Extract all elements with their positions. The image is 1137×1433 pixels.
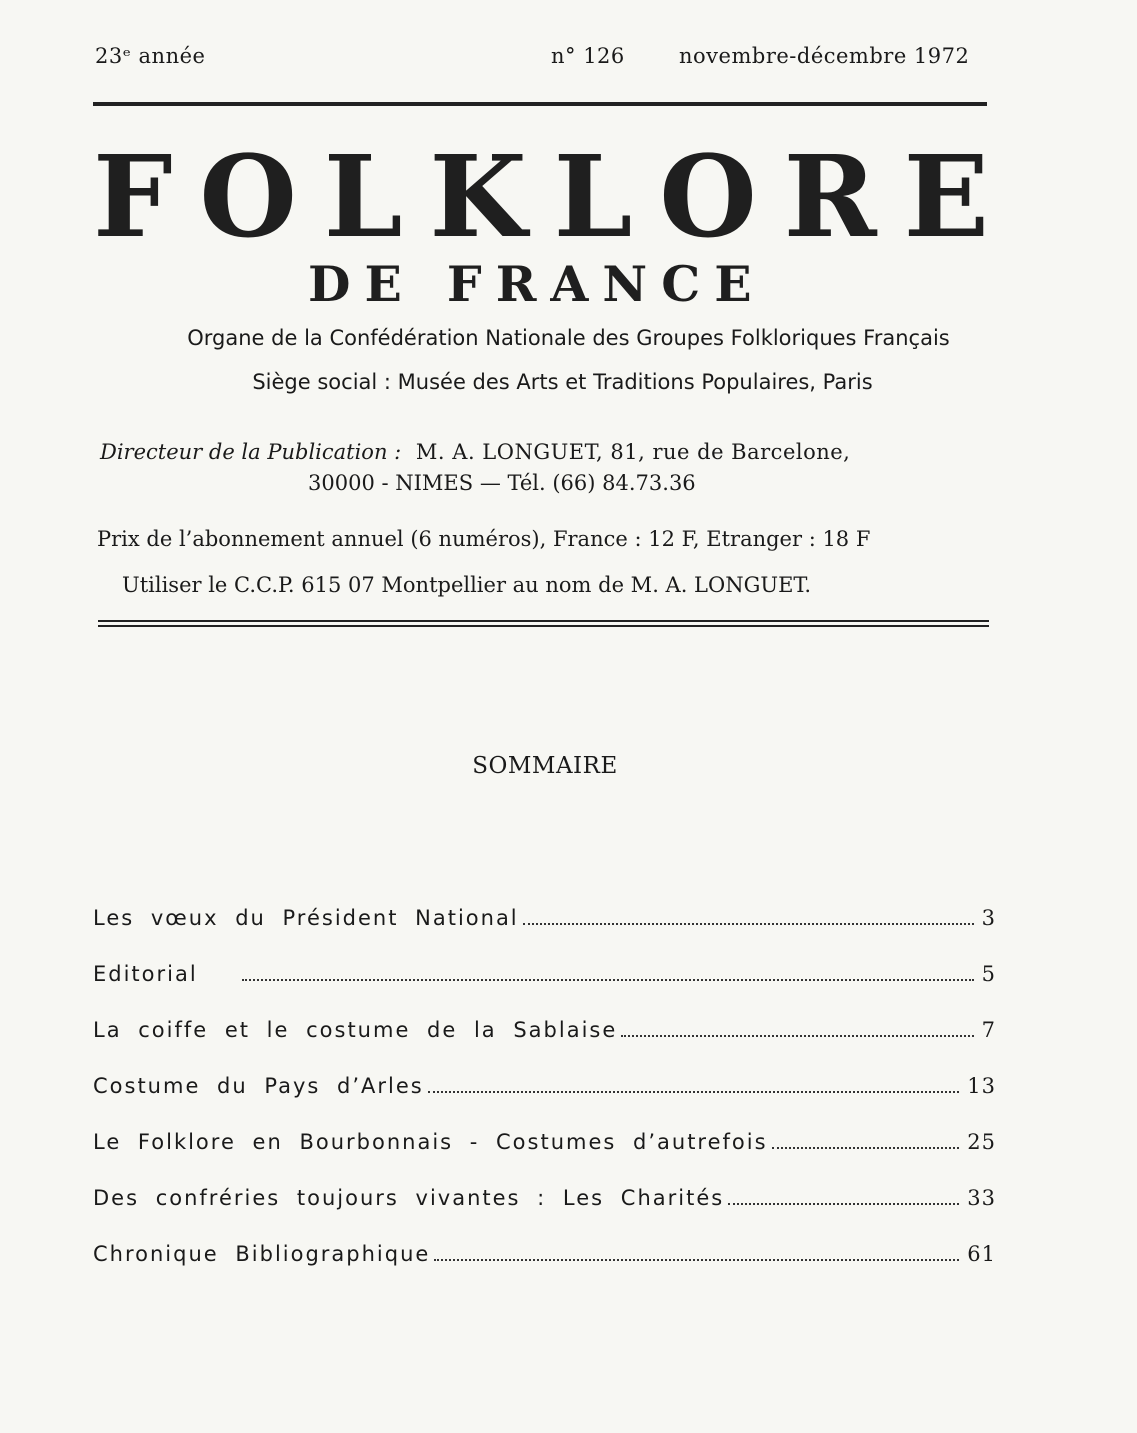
sommaire-heading: SOMMAIRE bbox=[472, 753, 618, 779]
subscription-line: Prix de l’abonnement annuel (6 numéros), France : 12 F, Etranger : 18 F bbox=[97, 527, 871, 551]
director-label: Directeur de la Publication : bbox=[100, 440, 402, 464]
masthead-subtitle: DE FRANCE bbox=[308, 255, 766, 313]
toc-dot-leader bbox=[523, 922, 974, 925]
toc-dot-leader bbox=[772, 1146, 960, 1149]
toc-entry-page: 61 bbox=[967, 1242, 996, 1266]
toc-entry-title: Des confréries toujours vivantes : Les Charités bbox=[93, 1186, 725, 1210]
toc-entry-title: Editorial bbox=[93, 962, 198, 986]
director-address-line2: 30000 - NIMES — Tél. (66) 84.73.36 bbox=[308, 471, 696, 495]
toc-entry-title: Chronique Bibliographique bbox=[93, 1242, 431, 1266]
toc-entry-title: La coiffe et le costume de la Sablaise bbox=[93, 1018, 618, 1042]
toc-dot-leader bbox=[728, 1202, 959, 1205]
masthead-letter: L bbox=[323, 132, 403, 263]
toc-entry-page: 5 bbox=[981, 962, 996, 986]
ccp-line: Utiliser le C.C.P. 615 07 Montpellier au nom de M. A. LONGUET. bbox=[122, 573, 811, 597]
masthead-letter: O bbox=[659, 132, 757, 263]
toc-entry-page: 33 bbox=[967, 1186, 996, 1210]
masthead-letter: F bbox=[93, 132, 173, 263]
toc-dot-leader bbox=[242, 978, 974, 981]
volume-label: 23ᵉ année bbox=[95, 44, 206, 68]
toc-entry bbox=[93, 906, 996, 962]
toc-entry-title: Le Folklore en Bourbonnais - Costumes d’autrefois bbox=[93, 1130, 768, 1154]
issue-date: novembre-décembre 1972 bbox=[679, 44, 970, 68]
toc-entry bbox=[93, 962, 996, 1018]
table-of-contents bbox=[93, 906, 996, 1298]
toc-entry bbox=[93, 1242, 996, 1298]
toc-entry bbox=[93, 1186, 996, 1242]
bottom-rule-bottom bbox=[98, 625, 989, 627]
masthead-title bbox=[93, 132, 989, 263]
top-rule bbox=[93, 102, 987, 106]
toc-dot-leader bbox=[434, 1258, 959, 1261]
masthead-letter: R bbox=[783, 132, 877, 263]
director-address: M. A. LONGUET, 81, rue de Barcelone, bbox=[415, 440, 851, 464]
toc-entry-title: Les vœux du Président National bbox=[93, 906, 519, 930]
masthead-letter: K bbox=[429, 132, 527, 263]
bottom-rule-top bbox=[98, 620, 989, 622]
toc-entry-page: 3 bbox=[981, 906, 996, 930]
issue-number: n° 126 bbox=[551, 44, 625, 68]
toc-entry-page: 25 bbox=[967, 1130, 996, 1154]
toc-entry-page: 7 bbox=[981, 1018, 996, 1042]
toc-entry-page: 13 bbox=[967, 1074, 996, 1098]
seat-line: Siège social : Musée des Arts et Traditions Populaires, Paris bbox=[252, 370, 873, 394]
masthead-letter: O bbox=[199, 132, 297, 263]
toc-entry bbox=[93, 1130, 996, 1186]
director-line bbox=[100, 440, 850, 464]
masthead-letter: L bbox=[553, 132, 633, 263]
toc-entry bbox=[93, 1018, 996, 1074]
toc-dot-leader bbox=[621, 1034, 973, 1037]
organ-line: Organe de la Confédération Nationale des Groupes Folkloriques Français bbox=[187, 326, 950, 350]
toc-dot-leader bbox=[428, 1090, 960, 1093]
toc-entry-title: Costume du Pays d’Arles bbox=[93, 1074, 424, 1098]
masthead-letter: E bbox=[903, 132, 989, 263]
toc-entry bbox=[93, 1074, 996, 1130]
